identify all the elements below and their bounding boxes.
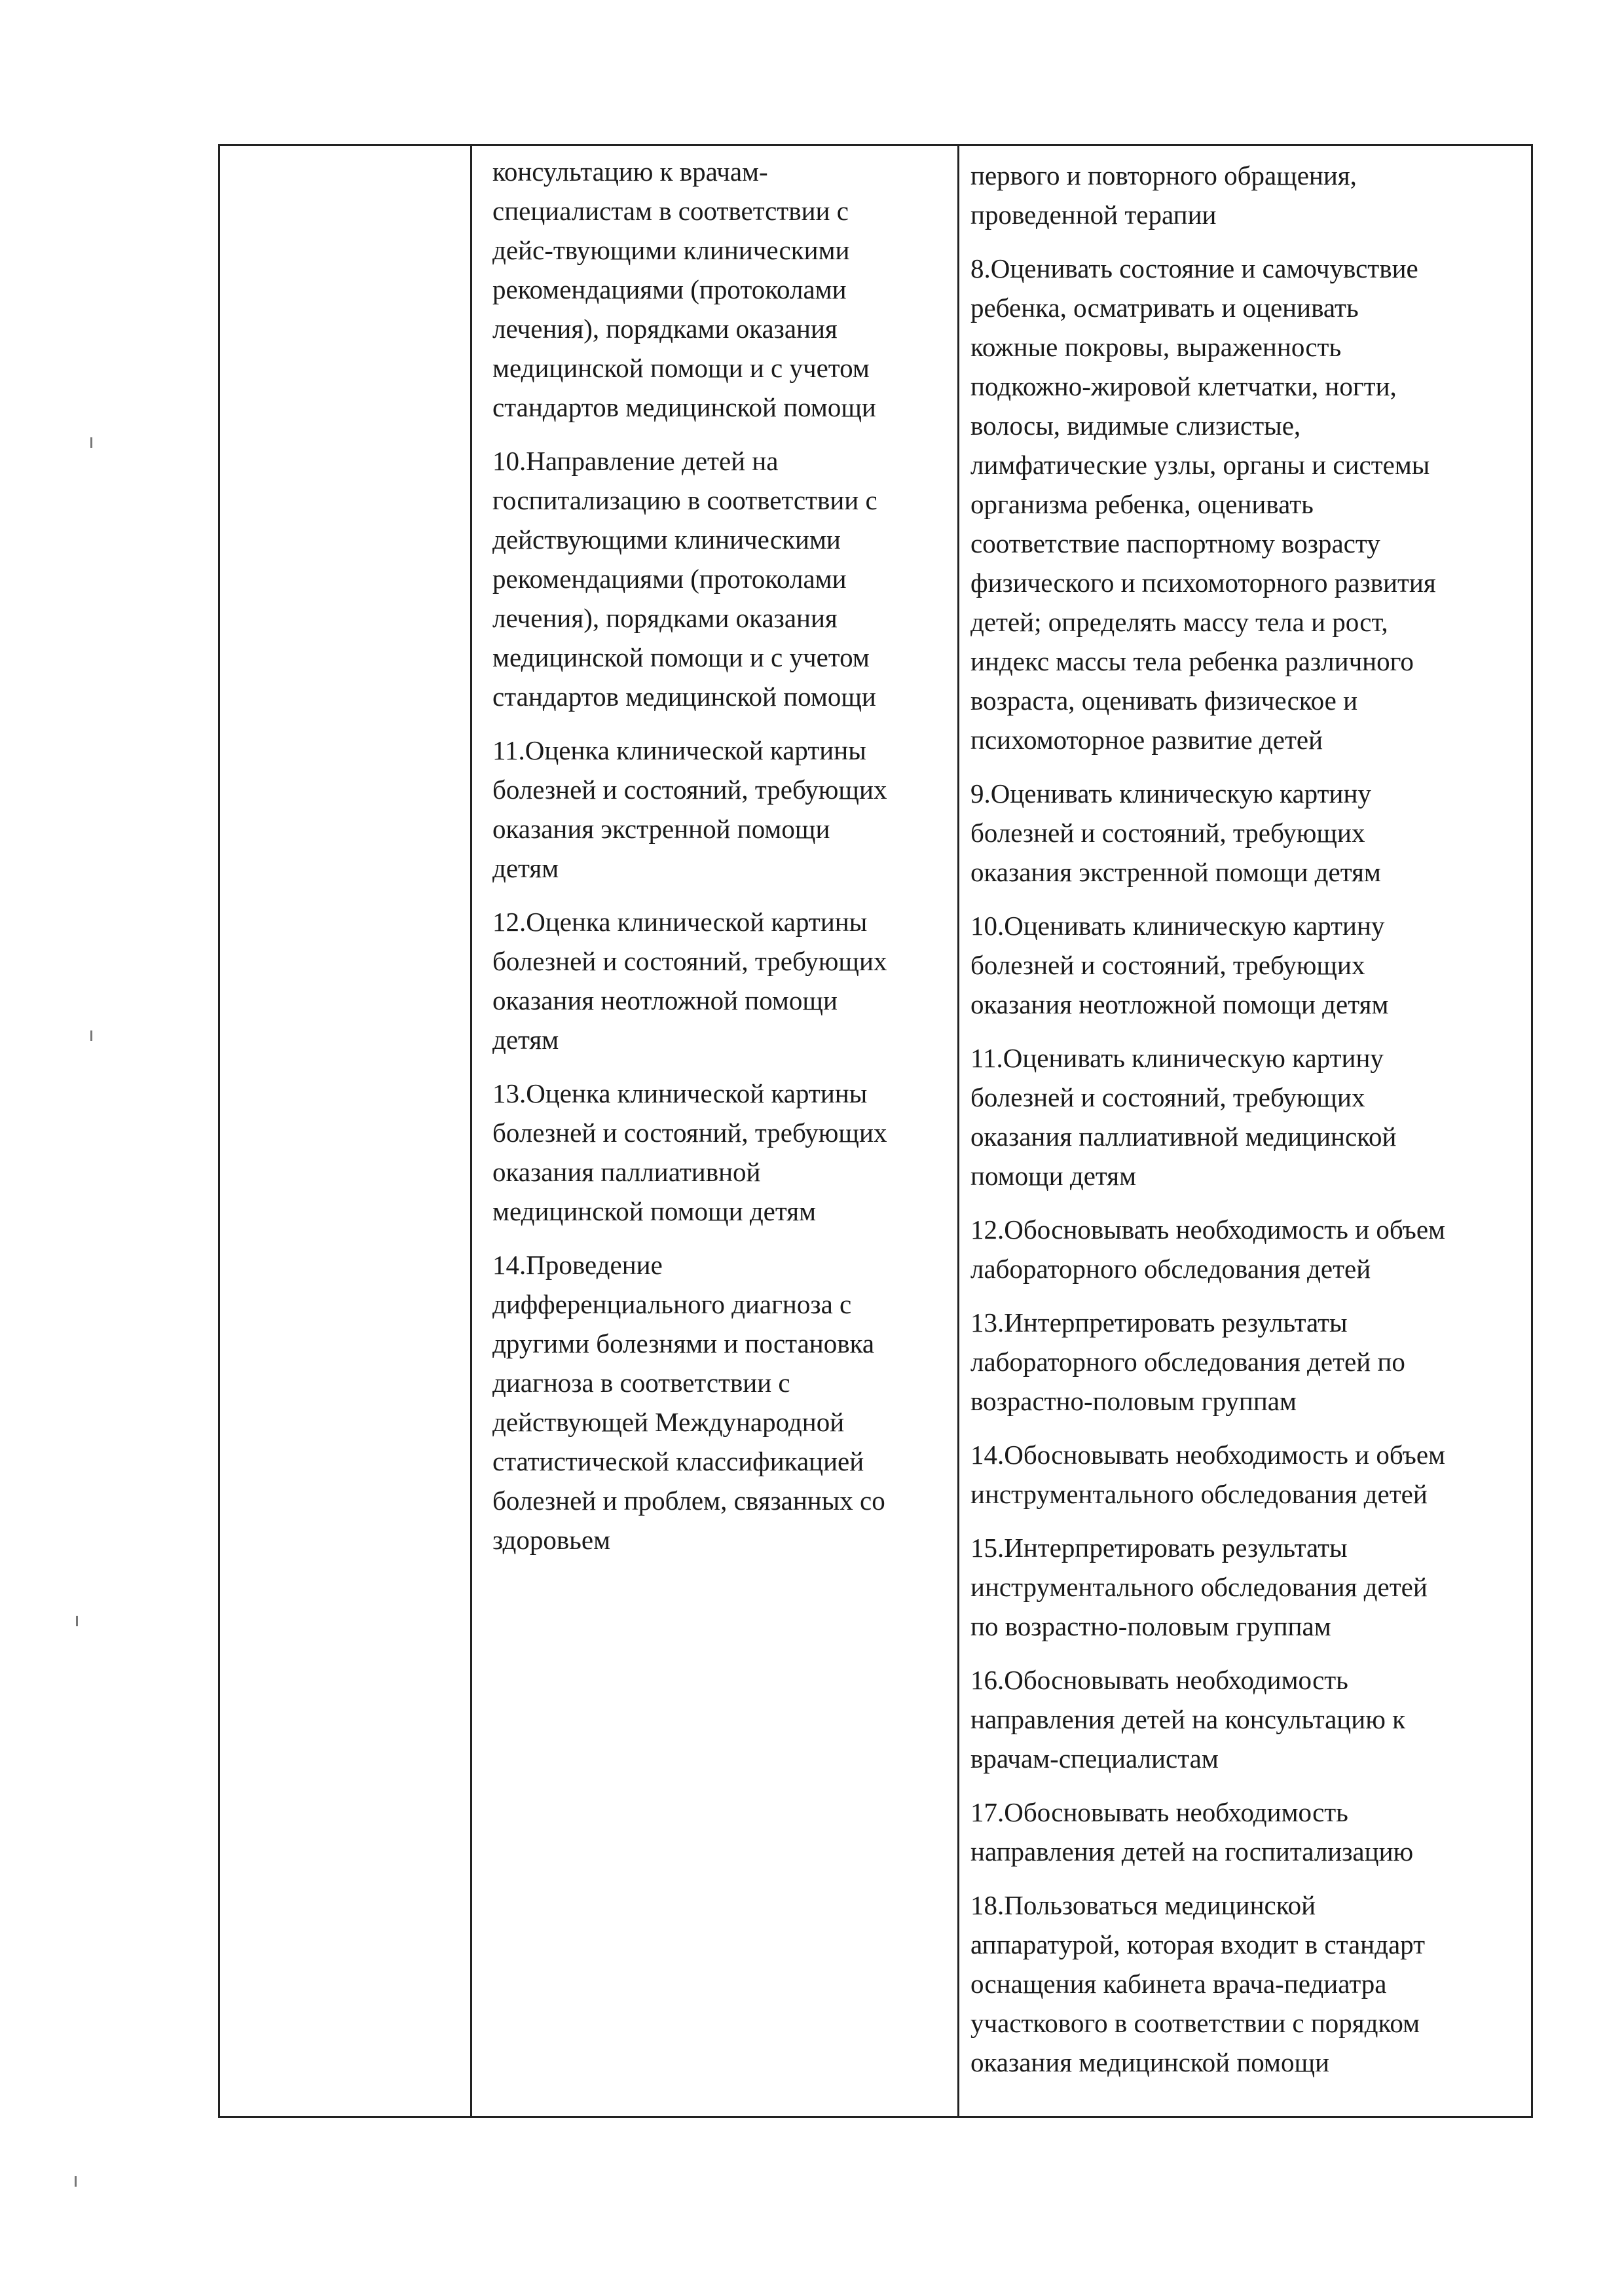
- margin-mark: [90, 1030, 92, 1041]
- right-item-10: 10.Оценивать клиническую картину болезней и состояний, требующих оказания неотложной помощи детям: [970, 911, 1389, 1019]
- middle-item-13: 13.Оценка клинической картины болезней и состояний, требующих оказания паллиативной медицинской помощи детям: [492, 1078, 887, 1226]
- middle-item-12: 12.Оценка клинической картины болезней и состояний, требующих оказания неотложной помощи детям: [492, 907, 887, 1055]
- right-item-11: 11.Оценивать клиническую картину болезней и состояний, требующих оказания паллиативной медицинской помощи детям: [970, 1043, 1397, 1191]
- table-divider-1: [470, 144, 472, 2118]
- middle-item-14: 14.Проведение дифференциального диагноза с другими болезнями и постановка диагноза в соответствии с действующей Международной статистической классификацией болезней и проблем, связанных со здоровьем: [492, 1250, 885, 1555]
- right-item-12: 12.Обосновывать необходимость и объем лабораторного обследования детей: [970, 1214, 1446, 1284]
- right-item-15: 15.Интерпретировать результаты инструментального обследования детей по возрастно-половым группам: [970, 1533, 1428, 1641]
- table-left-border: [218, 144, 220, 2118]
- right-item-9: 9.Оценивать клиническую картину болезней и состояний, требующих оказания экстренной помощи детям: [970, 778, 1381, 887]
- right-item-8: 8.Оценивать состояние и самочувствие ребенка, осматривать и оценивать кожные покровы, выраженность подкожно-жировой клетчатки, ногти, волосы, видимые слизистые, лимфатические узлы, органы и системы организма ребенка, оценивать соответствие паспортному возрасту физического и психомоторного развития детей; определять массу тела и рост, индекс массы тела ребенка различного возраста, оценивать физическое и психомоторное развитие детей: [970, 253, 1436, 755]
- table-right-border: [1531, 144, 1533, 2118]
- table-bottom-border: [218, 2116, 1533, 2118]
- right-item-16: 16.Обосновывать необходимость направления детей на консультацию к врачам-специалистам: [970, 1665, 1405, 1774]
- middle-item-referral-specialists: консультацию к врачам- специалистам в соответствии с дейс-твующими клиническими рекомендациями (протоколами лечения), порядками оказания медицинской помощи и с учетом стандартов медицинской помощи: [492, 156, 876, 422]
- right-item-13: 13.Интерпретировать результаты лабораторного обследования детей по возрастно-половым группам: [970, 1307, 1405, 1416]
- table-divider-2: [957, 144, 959, 2118]
- middle-item-10: 10.Направление детей на госпитализацию в соответствии с действующими клиническими рекомендациями (протоколами лечения), порядками оказания медицинской помощи и с учетом стандартов медицинской помощи: [492, 446, 877, 712]
- margin-mark: [75, 2176, 77, 2187]
- right-item-17: 17.Обосновывать необходимость направления детей на госпитализацию: [970, 1797, 1414, 1867]
- middle-item-11: 11.Оценка клинической картины болезней и состояний, требующих оказания экстренной помощи детям: [492, 735, 887, 883]
- right-item-18: 18.Пользоваться медицинской аппаратурой, которая входит в стандарт оснащения кабинета врача-педиатра участкового в соответствии с порядком оказания медицинской помощи: [970, 1890, 1426, 2077]
- right-column: [970, 156, 1514, 2096]
- margin-mark: [76, 1616, 78, 1626]
- margin-mark: [90, 437, 92, 448]
- middle-column: [492, 152, 944, 1574]
- right-item-continuation: первого и повторного обращения, проведенной терапии: [970, 160, 1357, 230]
- table-top-border: [218, 144, 1533, 146]
- right-item-14: 14.Обосновывать необходимость и объем инструментального обследования детей: [970, 1440, 1446, 1509]
